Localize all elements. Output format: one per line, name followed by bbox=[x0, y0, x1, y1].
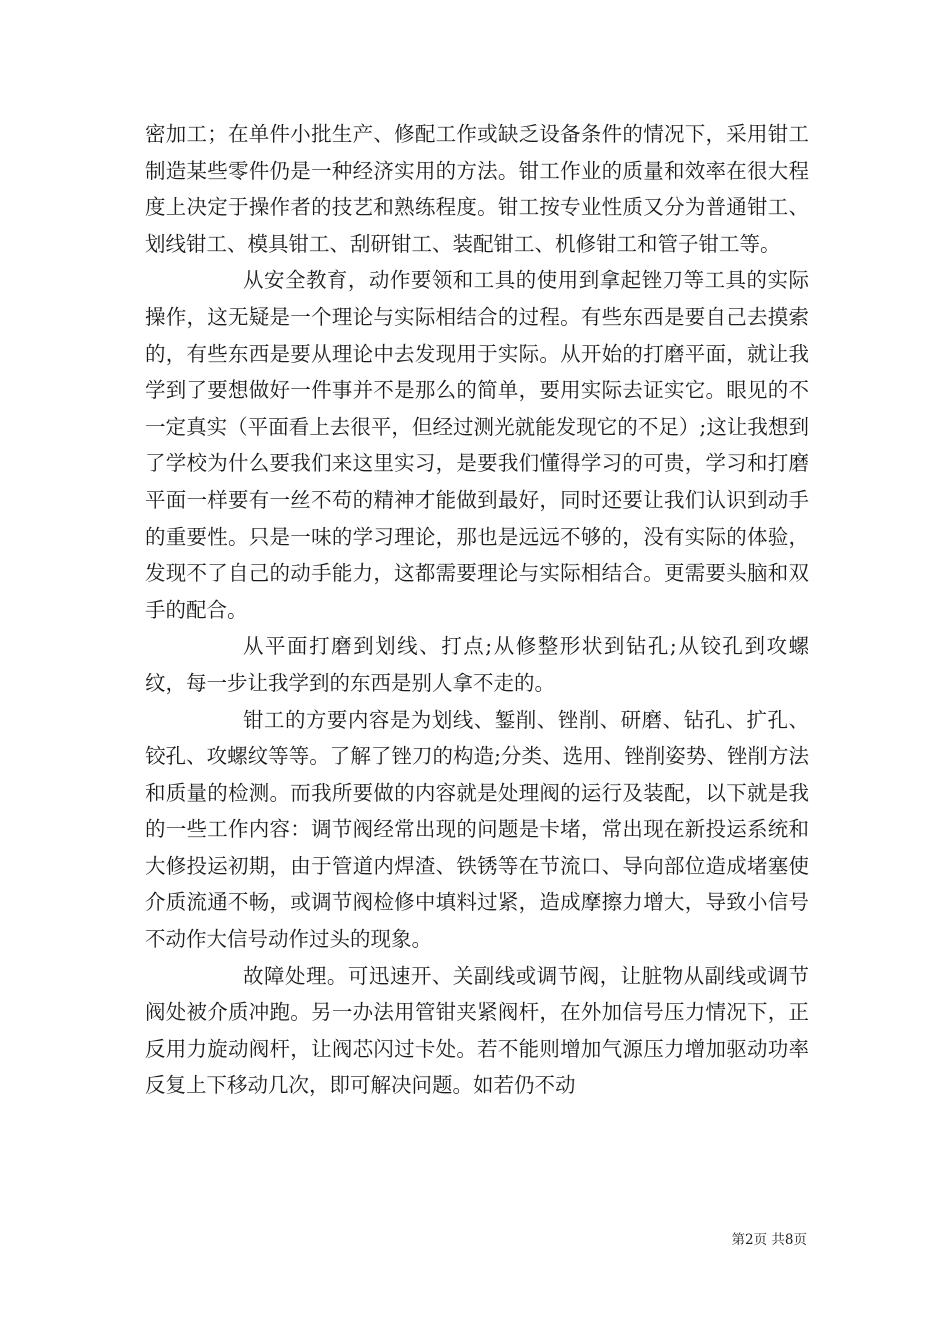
paragraph-4: 钳工的方要内容是为划线、錾削、锉削、研磨、钻孔、扩孔、铰孔、攻螺纹等等。了解了锉刀的构造;分类、选用、锉削姿势、锉削方法和质量的检测。而我所要做的内容就是处理阀的运行及装配，以下就是我的一些工作内容：调节阀经常出现的问题是卡堵，常出现在新投运系统和大修投运初期，由于管道内焊渣、铁锈等在节流口、导向部位造成堵塞使介质流通不畅，或调节阀检修中填料过紧，造成摩擦力增大，导致小信号不动作大信号动作过头的现象。 bbox=[145, 707, 809, 952]
document-body bbox=[145, 116, 809, 1104]
paragraph-3: 从平面打磨到划线、打点;从修整形状到钻孔;从铰孔到攻螺纹，每一步让我学到的东西是别人拿不走的。 bbox=[145, 634, 809, 695]
paragraph-1: 密加工；在单件小批生产、修配工作或缺乏设备条件的情况下，采用钳工制造某些零件仍是一种经济实用的方法。钳工作业的质量和效率在很大程度上决定于操作者的技艺和熟练程度。钳工按专业性质又分为普通钳工、划线钳工、模具钳工、刮研钳工、装配钳工、机修钳工和管子钳工等。 bbox=[145, 122, 809, 256]
paragraph-2: 从安全教育，动作要领和工具的使用到拿起锉刀等工具的实际操作，这无疑是一个理论与实际相结合的过程。有些东西是要自己去摸索的，有些东西是要从理论中去发现用于实际。从开始的打磨平面，就让我学到了要想做好一件事并不是那么的简单，要用实际去证实它。眼见的不一定真实（平面看上去很平，但经过测光就能发现它的不足）;这让我想到了学校为什么要我们来这里实习，是要我们懂得学习的可贵，学习和打磨平面一样要有一丝不苟的精神才能做到最好，同时还要让我们认识到动手的重要性。只是一味的学习理论，那也是远远不够的，没有实际的体验，发现不了自己的动手能力，这都需要理论与实际相结合。更需要头脑和双手的配合。 bbox=[145, 268, 809, 622]
page-number-footer: 第2页 共8页 bbox=[731, 1232, 807, 1248]
paragraph-5: 故障处理。可迅速开、关副线或调节阀，让脏物从副线或调节阀处被介质冲跑。另一办法用管钳夹紧阀杆，在外加信号压力情况下，正反用力旋动阀杆，让阀芯闪过卡处。若不能则增加气源压力增加驱动功率反复上下移动几次，即可解决问题。如若仍不动 bbox=[145, 963, 809, 1098]
